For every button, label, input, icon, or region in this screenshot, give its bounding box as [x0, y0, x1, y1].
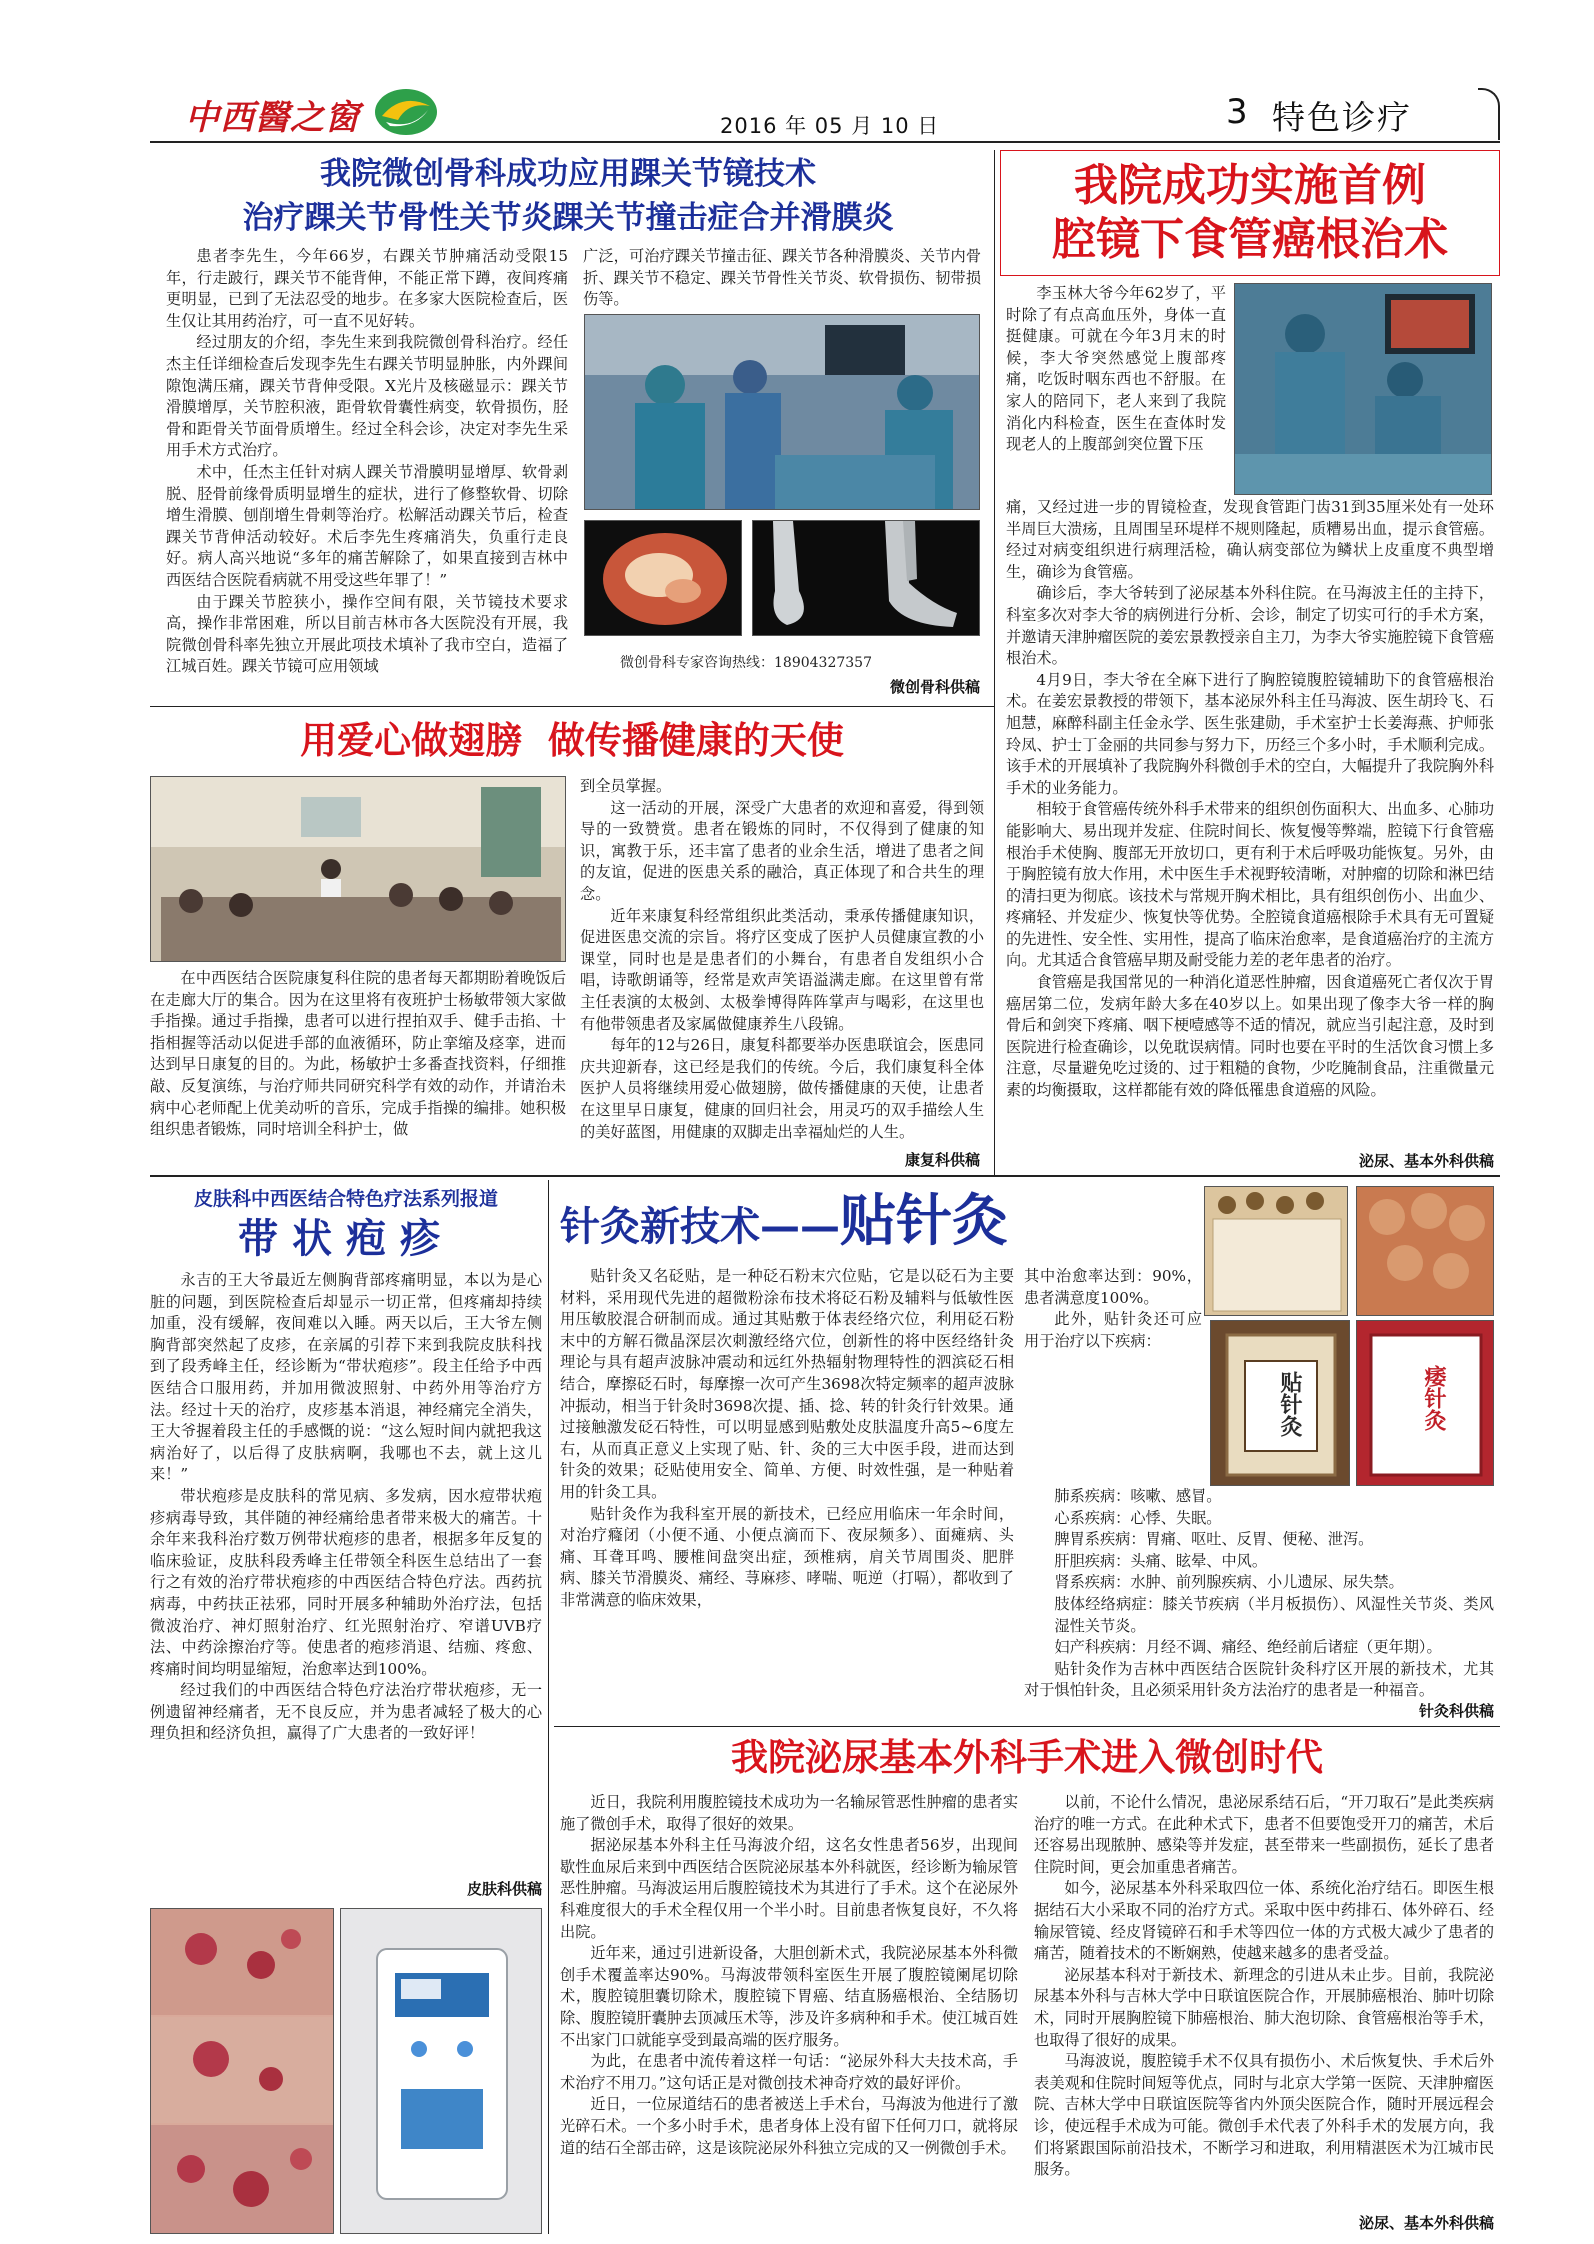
shingles-rash-photo	[150, 1908, 334, 2234]
esophageal-title-line2: 腔镜下食管癌根治术	[1052, 214, 1448, 265]
paragraph: 确诊后，李大爷转到了泌尿基本外科住院。在马海波主任的主持下，科室多次对李大爷的病例进行分析、会诊，制定了切实可行的手术方案，并邀请天津肿瘤医院的姜宏景教授亲自主刀，为李大爷实施腔镜下食管癌根治术。	[1006, 584, 1494, 668]
column-divider-upper	[994, 150, 995, 1175]
paragraph: 此外，贴针灸还可应用于治疗以下疾病：	[1024, 1310, 1202, 1350]
paragraph: 近年来康复科经常组织此类活动，秉承传播健康知识，促进医患交流的宗旨。将疗区变成了医护人员健康宣教的小课堂，同时也是是患者们的小舞台，有患者自发组织小合唱，诗歌朗诵等，经常是欢声笑语溢满走廊。在这里曾有常主任表演的太极剑、太极拳博得阵阵掌声与喝彩，在这里也有他带领患者及家属做健康养生八段锦。	[580, 906, 984, 1033]
patch-box-label-left: 贴针灸	[1277, 1371, 1303, 1437]
paper-logo-icon	[372, 86, 440, 138]
paragraph: 永吉的王大爷最近左侧胸背部疼痛明显，本以为是心脏的问题，到医院检查后却显示一切正常，但疼痛却持续加重，没有缓解，夜间难以入睡。两天以后，王大爷左侧胸背部突然起了皮疹，在亲属的引荐下来到我院皮肤科找到了段秀峰主任，经诊断为“带状疱疹”。段主任给予中西医结合口服用药，并加用微波照射、中药外用等治疗方法。经过十天的治疗，皮疹基本消退，神经痛完全消失，王大爷握着段主任的手感慨的说：“这么短时间内就把我这病治好了，以后得了皮肤病啊，我哪也不去，就上这儿来！”	[150, 1271, 542, 1484]
patch-package-photo-right	[1356, 1186, 1494, 1316]
paragraph: 相较于食管癌传统外科手术带来的组织创伤面积大、出血多、心肺功能影响大、易出现并发症、住院时间长、恢复慢等弊端，腔镜下行食管癌根治手术使胸、腹部无开放切口，更有利于术后呼吸功能恢复。另外，由于胸腔镜有放大作用，术中医生手术视野较清晰，对肿瘤的切除和淋巴结的清扫更为彻底。该技术与常规开胸术相比，具有组织创伤小、出血少、疼痛轻、并发症少、恢复快等优势。全腔镜食道癌根除手术具有无可置疑的先进性、安全性、实用性，提高了临床治愈率，是食道癌治疗的主流方向。尤其适合食管癌早期及耐受能力差的老年患者的治疗。	[1006, 800, 1494, 970]
paragraph: 4月9日，李大爷在全麻下进行了胸腔镜腹腔镜辅助下的食管癌根治术。在姜宏景教授的带领下，基本泌尿外科主任马海波、医生胡玲飞、石旭慧，麻醉科副主任金永学、医生张建勋，手术室护士长姜海燕、护师张玲凤、护士丁金丽的共同参与努力下，历经三个多小时，手术顺利完成。该手术的开展填补了我院胸外科微创手术的空白，大幅提升了我院胸外科手术的业务能力。	[1006, 670, 1494, 797]
paragraph: 这一活动的开展，深受广大患者的欢迎和喜爱，得到领导的一致赞赏。患者在锻炼的同时，不仅得到了健康的知识，寓教于乐，还丰富了患者的业余生活，增进了患者之间的友谊，促进的医患关系的融洽，真正体现了和合共生的理念。	[580, 798, 984, 903]
acupuncture-article-credit: 针灸科供稿	[1418, 1702, 1494, 1720]
patch-box-photo-right	[1356, 1320, 1494, 1486]
ankle-article-body-right	[583, 246, 981, 311]
esophageal-intro: 李玉林大爷今年62岁了，平时除了有点高血压外，身体一直挺健康。可就在今年3月末的时候，李大爷突然感觉上腹部疼痛，吃饭时咽东西也不舒服。在家人的陪同下，老人来到了我院消化内科检查，医生在查体时发现老人的上腹部剑突位置下压	[1006, 284, 1226, 454]
paragraph: 据泌尿基本外科主任马海波介绍，这名女性患者56岁，出现间歇性血尿后来到中西医结合医院泌尿基本外科就医，经诊断为输尿管恶性肿瘤。马海波运用后腹腔镜技术为其进行了手术。这个在泌尿外科难度很大的手术全程仅用一个半小时。目前患者恢复良好，不久将出院。	[560, 1836, 1018, 1941]
page-number: 3	[1226, 92, 1248, 132]
paragraph: 经过朋友的介绍，李先生来到我院微创骨科治疗。经任杰主任详细检查后发现李先生右踝关节明显肿胀，内外踝间隙饱满压痛，踝关节背伸受限。X光片及核磁显示：踝关节滑膜增厚，关节腔积液，距骨软骨囊性病变，软骨损伤，胫骨和距骨关节面骨质增生。经过全科会诊，决定对李先生采用手术方式治疗。	[166, 333, 568, 460]
ankle-photo-caption: 微创骨科专家咨询热线：18904327357	[620, 655, 872, 671]
urology-article-title: 我院泌尿基本外科手术进入微创时代	[731, 1736, 1323, 1779]
paragraph: 如今，泌尿基本外科采取四位一体、系统化治疗结石。即医生根据结石大小采取不同的治疗方式。采取中医中药排石、体外碎石、经输尿管镜、经皮肾镜碎石和手术等四位一体的方式极大减少了患者的痛苦，随着技术的不断娴熟，使越来越多的患者受益。	[1034, 1879, 1494, 1963]
patch-box-photo-left	[1210, 1320, 1350, 1486]
column-divider-lower	[548, 1180, 549, 2234]
list-item: 肝胆疾病：头痛、眩晕、中风。	[1054, 1551, 1268, 1570]
paper-name: 中西醫之窗	[185, 98, 360, 138]
masthead	[0, 0, 1594, 150]
rehab-body-left	[150, 968, 566, 1141]
paragraph: 经过我们的中西医结合特色疗法治疗带状疱疹，无一例遗留神经痛者，无不良反应，并为患者减轻了极大的心理负担和经济负担，赢得了广大患者的一致好评！	[150, 1681, 542, 1743]
paragraph: 由于踝关节腔狭小，操作空间有限，关节镜技术要求高，操作非常困难，所以目前吉林市各大医院没有开展，我院微创骨科率先独立开展此项技术填补了我市空白，造福了江城百姓。踝关节镜可应用领域	[166, 592, 568, 676]
shingles-article-title: 带状疱疹	[238, 1216, 454, 1262]
shingles-body	[150, 1270, 542, 1745]
paragraph: 近日，我院利用腹腔镜技术成功为一名输尿管恶性肿瘤的患者实施了微创手术，取得了很好的效果。	[560, 1793, 1018, 1833]
esophageal-body	[1006, 497, 1494, 1102]
ankle-article-title-line1: 我院微创骨科成功应用踝关节镜技术	[320, 156, 816, 192]
page-section: 特色诊疗	[1272, 98, 1412, 137]
paragraph: 贴针灸又名砭贴，是一种砭石粉末穴位贴，它是以砭石为主要材料，采用现代先进的超微粉涂布技术将砭石粉及辅料与低敏性医用压敏胶混合研制而成。通过其贴敷于体表经络穴位，利用砭石粉末中的方解石微晶深层次刺激经络穴位，创新性的将中医经络针灸理论与具有超声波脉冲震动和远红外热辐射物理特性的泗滨砭石相结合，摩擦砭石时，每摩擦一次可产生3698次特定频率的超声波脉冲振动，相当于针灸时3698次提、插、捻、转的针灸行针效果。通过接触激发砭石特性，可以明显感到贴敷处皮肤温度升高5~6度左右，从而真正意义上实现了贴、针、灸的三大中医手段，进而达到针灸的效果；砭贴使用安全、简单、方便、时效性强，是一种贴着用的针灸工具。	[560, 1267, 1014, 1501]
urology-body-right	[1034, 1792, 1494, 2181]
acupuncture-bottom-rule	[554, 1726, 1500, 1727]
ankle-xray-photo	[752, 520, 980, 636]
patch-package-photo-left	[1204, 1186, 1348, 1316]
arthroscope-view-photo	[584, 520, 742, 636]
paragraph: 其中治愈率达到：90%，患者满意度100%。	[1024, 1267, 1202, 1307]
list-item: 肾系疾病：水肿、前列腺疾病、小儿遗尿、尿失禁。	[1054, 1573, 1404, 1592]
list-item: 肢体经络病症：膝关节疾病（半月板损伤）、风湿性关节炎、类风湿性关节炎。	[1054, 1594, 1494, 1635]
shingles-article-credit: 皮肤科供稿	[466, 1880, 542, 1898]
urology-body-left	[560, 1792, 1018, 2159]
laparoscopic-surgery-photo	[1234, 283, 1492, 495]
paragraph: 贴针灸作为吉林中西医结合医院针灸科疗区开展的新技术，尤其对于惧怕针灸，且必须采用针灸方法治疗的患者是一种福音。	[1024, 1659, 1494, 1700]
mid-page-rule	[150, 1175, 1500, 1177]
microwave-device-photo	[340, 1908, 542, 2234]
paragraph: 近日，一位尿道结石的患者被送上手术台，马海波为他进行了激光碎石术。一个多小时手术，患者身体上没有留下任何刀口，就将尿道的结石全部击碎，这是该院泌尿外科独立完成的又一例微创手术。	[560, 2095, 1018, 2157]
ankle-article-bottom-rule	[150, 706, 994, 707]
acupuncture-body-main	[560, 1266, 1014, 1612]
paragraph: 食管癌是我国常见的一种消化道恶性肿瘤，因食道癌死亡者仅次于胃癌居第二位，发病年龄大多在40岁以上。如果出现了像李大爷一样的胸骨后和剑突下疼痛、咽下梗噎感等不适的情况，就应当引起注意，及时到医院进行检查确诊，以免耽误病情。同时也要在平时的生活饮食习惯上多注意，尽量避免吃过烫的、过于粗糙的食物，少吃腌制食品，注重微量元素的均衡摄取，这样都能有效的降低罹患食道癌的风险。	[1006, 973, 1494, 1100]
acupuncture-disease-list	[1024, 1486, 1494, 1702]
issue-date: 2016 年 05 月 10 日	[720, 114, 940, 138]
masthead-rule	[150, 141, 1500, 143]
list-item: 妇产科疾病：月经不调、痛经、绝经前后诸症（更年期）。	[1054, 1638, 1442, 1657]
acupuncture-side-intro	[1024, 1266, 1202, 1352]
list-item: 脾胃系疾病：胃痛、呕吐、反胃、便秘、泄泻。	[1054, 1530, 1374, 1549]
shingles-series-label: 皮肤科中西医结合特色疗法系列报道	[193, 1188, 498, 1210]
list-item: 心系疾病：心悸、失眠。	[1054, 1508, 1222, 1527]
acupuncture-title-main: 贴针灸	[840, 1189, 1008, 1254]
paragraph: 贴针灸作为我科室开展的新技术，已经应用临床一年余时间，对治疗癃闭（小便不通、小便点滴而下、夜尿频多）、面瘫病、头痛、耳聋耳鸣、腰椎间盘突出症，颈椎病，肩关节周围炎、肥胖病、膝关节滑膜炎、痛经、荨麻疹、哮喘、呃逆（打嗝），都收到了非常满意的临床效果，	[560, 1504, 1014, 1609]
rehab-article-credit: 康复科供稿	[904, 1151, 980, 1169]
surgery-team-photo	[584, 314, 980, 510]
paragraph: 患者李先生，今年66岁，右踝关节肿痛活动受限15年，行走跛行，踝关节不能背伸，不能正常下蹲，夜间疼痛更明显，已到了无法忍受的地步。在多家大医院检查后，医生仅让其用药治疗，可一直不见好转。	[166, 247, 568, 330]
urology-article-credit: 泌尿、基本外科供稿	[1358, 2214, 1494, 2232]
paragraph: 带状疱疹是皮肤科的常见病、多发病，因水痘带状疱疹病毒导致，其伴随的神经痛给患者带来极大的痛苦。十余年来我科治疗数万例带状疱疹的患者，根据多年反复的临床验证，皮肤科段秀峰主任带领全科医生总结出了一套行之有效的治疗带状疱疹的中西医结合特色疗法。西药抗病毒，中药扶正祛邪，同时开展多种辅助外治疗法，包括微波治疗、神灯照射治疗、红光照射治疗、窄谱UVB疗法、中药涂擦治疗等。使患者的疱疹消退、结痂、疼愈、疼痛时间均明显缩短，治愈率达到100%。	[150, 1486, 542, 1678]
paragraph: 到全员掌握。	[580, 777, 672, 795]
masthead-corner-bracket	[1478, 88, 1500, 140]
esophageal-title-line1: 我院成功实施首例	[1074, 160, 1426, 211]
rehab-finger-exercise-photo	[150, 776, 566, 962]
list-item: 肺系疾病：咳嗽、感冒。	[1054, 1487, 1222, 1505]
paragraph: 在中西医结合医院康复科住院的患者每天都期盼着晚饭后在走廊大厅的集合。因为在这里将有夜班护士杨敏带领大家做手指操。通过手指操，患者可以进行捏拍双手、健手击掐、十指相握等活动以促进手部的血液循环，防止挛缩及痉挛，进而达到早日康复的目的。为此，杨敏护士多番查找资料，仔细推敲、反复演练，与治疗师共同研究科学有效的动作，并请治未病中心老师配上优美动听的音乐，完成手指操的编排。她积极组织患者锻炼，同时培训全科护士，做	[150, 969, 566, 1139]
acupuncture-article-title	[560, 1189, 1160, 1256]
paragraph: 以前，不论什么情况，患泌尿系结石后，“开刀取石”是此类疾病治疗的唯一方式。在此种术式下，患者不但要饱受开刀的痛苦，术后还容易出现脓肿、感染等并发症，甚至带来一些副损伤，延长了患者住院时间，更会加重患者痛苦。	[1034, 1793, 1494, 1876]
ankle-article-title-line2: 治疗踝关节骨性关节炎踝关节撞击症合并滑膜炎	[242, 200, 894, 236]
patch-box-label-right: 痿针灸	[1421, 1365, 1447, 1431]
rehab-body-right	[580, 776, 984, 1143]
paragraph: 为此，在患者中流传着这样一句话：“泌尿外科大夫技术高，手术治疗不用刀。”这句话正是对微创技术神奇疗效的最好评价。	[560, 2052, 1018, 2092]
paragraph: 马海波说，腹腔镜手术不仅具有损伤小、术后恢复快、手术后外表美观和住院时间短等优点，同时与北京大学第一医院、天津肿瘤医院、吉林大学中日联谊医院等省内外顶尖医院合作，随时开展远程会诊，使远程手术成为可能。微创手术代表了外科手术的发展方向，我们将紧跟国际前沿技术，不断学习和进取，利用精湛医术为江城市民服务。	[1034, 2052, 1494, 2179]
paragraph: 近年来，通过引进新设备，大胆创新术式，我院泌尿基本外科微创手术覆盖率达90%。马海波带领科室医生开展了腹腔镜阑尾切除术，腹腔镜胆囊切除术，腹腔镜下胃癌、结直肠癌根治、全结肠切除、腹腔镜肝囊肿去顶减压术等，涉及许多病种和手术。使江城百姓不出家门口就能享受到最高端的医疗服务。	[560, 1944, 1018, 2049]
paragraph: 每年的12与26日，康复科都要举办医患联谊会，医患同庆共迎新春，这已经是我们的传统。今后，我们康复科全体医护人员将继续用爱心做翅膀，做传播健康的天使，让患者在这里早日康复，健康的回归社会，用灵巧的双手描绘人生的美好蓝图，用健康的双脚走出幸福灿烂的人生。	[580, 1036, 984, 1141]
paragraph: 广泛，可治疗踝关节撞击征、踝关节各种滑膜炎、关节内骨折、踝关节不稳定、踝关节骨性关节炎、软骨损伤、韧带损伤等。	[583, 247, 981, 309]
ankle-article-body-left	[166, 246, 568, 678]
ankle-article-credit: 微创骨科供稿	[889, 678, 980, 696]
esophageal-article-credit: 泌尿、基本外科供稿	[1358, 1152, 1494, 1170]
paragraph: 痛，又经过进一步的胃镜检查，发现食管距门齿31到35厘米处有一处环半周巨大溃疡，且周围呈环堤样不规则隆起，质糟易出血，提示食管癌。经过对病变组织进行病理活检，确认病变部位为鳞状上皮重度不典型增生，确诊为食管癌。	[1006, 498, 1494, 581]
paragraph: 术中，任杰主任针对病人踝关节滑膜明显增厚、软骨剥脱、胫骨前缘骨质明显增生的症状，进行了修整软骨、切除增生滑膜、刨削增生骨刺等治疗。松解活动踝关节后，检查踝关节背伸活动较好。术后李先生疼痛消失，负重行走良好。病人高兴地说“多年的痛苦解除了，如果直接到吉林中西医结合医院看病就不用受这些年罪了！”	[166, 462, 568, 589]
paragraph: 泌尿基本科对于新技术、新理念的引进从未止步。目前，我院泌尿基本外科与吉林大学中日联谊医院合作，开展肺癌根治、肺叶切除术，同时开展胸腔镜下肺癌根治、肺大泡切除、食管癌根治等手术，也取得了很好的成果。	[1034, 1965, 1494, 2049]
rehab-article-title: 用爱心做翅膀 做传播健康的天使	[300, 719, 844, 762]
acupuncture-title-prefix: 针灸新技术——	[560, 1204, 840, 1250]
